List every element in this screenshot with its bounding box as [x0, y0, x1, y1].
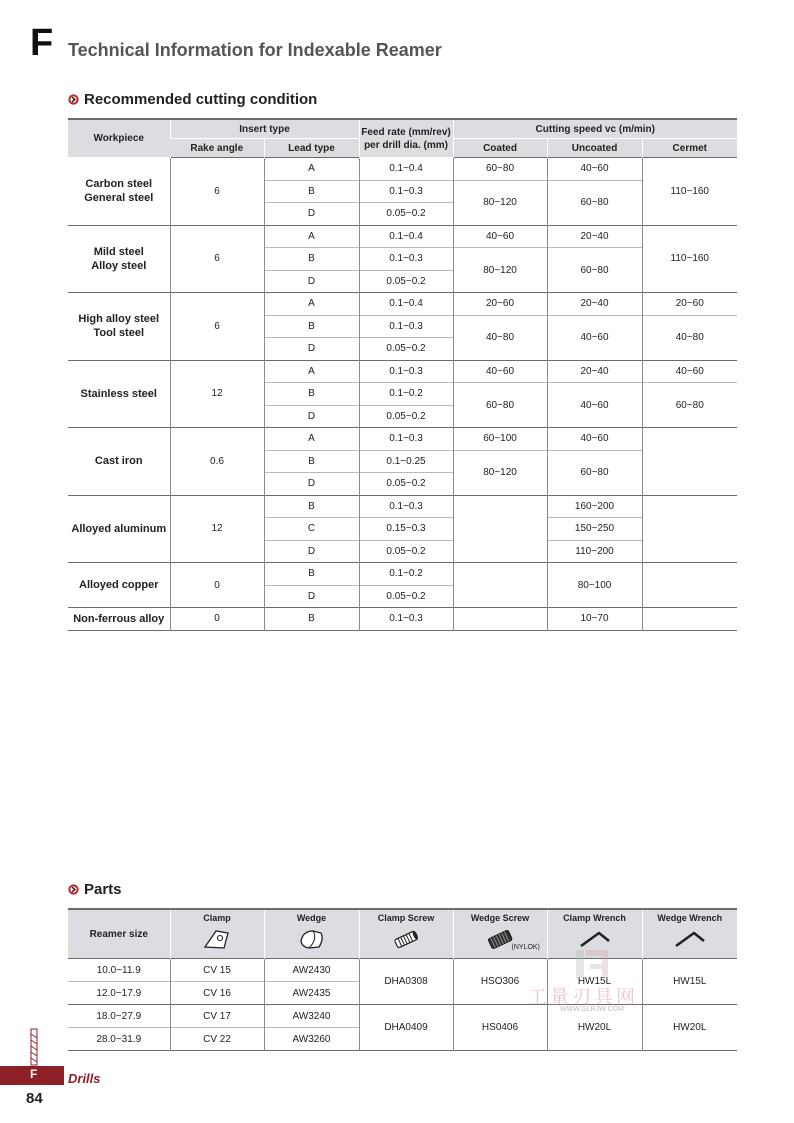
lead-type-cell: D	[264, 473, 359, 496]
cutting-section-title: Recommended cutting condition	[84, 91, 318, 108]
lead-type-cell: C	[264, 518, 359, 541]
parts-col-wedge-screw	[453, 909, 547, 959]
parts-col-wedge-label: Wedge	[296, 913, 327, 923]
rake-angle-cell: 6	[170, 225, 264, 293]
reamer-size-cell: 18.0~27.9	[68, 1005, 170, 1028]
workpiece-name-2: Alloy steel	[91, 259, 147, 272]
lead-type-cell: B	[264, 383, 359, 406]
parts-col-wedge-wrench-label: Wedge Wrench	[657, 913, 723, 923]
chapter-letter: F	[30, 22, 54, 64]
workpiece-name: Carbon steel	[85, 178, 153, 191]
parts-table	[68, 908, 737, 1051]
feed-rate-cell: 0.1~0.3	[359, 315, 453, 338]
col-workpiece: Workpiece	[68, 119, 170, 158]
uncoated-speed-cell: 80~100	[547, 563, 642, 608]
wedge-screw-cell: HSO306	[453, 959, 547, 1005]
feed-rate-cell: 0.05~0.2	[359, 270, 453, 293]
workpiece-name: Non-ferrous alloy	[73, 612, 165, 625]
wedge-cell: AW2435	[264, 982, 359, 1005]
feed-rate-cell: 0.1~0.4	[359, 225, 453, 248]
parts-col-clamp-screw	[359, 909, 453, 959]
table-row	[68, 225, 737, 248]
workpiece-cell	[68, 293, 170, 361]
workpiece-name: High alloy steel	[78, 313, 160, 326]
uncoated-speed-cell: 40~60	[547, 315, 642, 360]
lead-type-cell: A	[264, 428, 359, 451]
uncoated-speed-cell: 60~80	[547, 248, 642, 293]
cermet-speed-cell: 40~80	[642, 315, 737, 360]
page-title: Technical Information for Indexable Reamer	[68, 40, 442, 60]
clamp-cell: CV 22	[170, 1028, 264, 1051]
workpiece-cell	[68, 428, 170, 496]
cermet-speed-cell: 40~60	[642, 360, 737, 383]
cermet-speed-cell	[642, 428, 737, 496]
uncoated-speed-cell: 160~200	[547, 495, 642, 518]
uncoated-speed-cell: 20~40	[547, 360, 642, 383]
parts-section-title: Parts	[84, 881, 122, 898]
parts-col-clamp-screw-label: Clamp Screw	[377, 913, 435, 923]
lead-type-cell: B	[264, 495, 359, 518]
lead-type-cell: B	[264, 563, 359, 586]
coated-speed-cell	[453, 563, 547, 608]
hex-wrench-icon	[673, 927, 707, 951]
circle-arrow-icon	[68, 884, 79, 895]
feed-rate-cell: 0.1~0.4	[359, 158, 453, 181]
lead-type-cell: D	[264, 585, 359, 608]
feed-rate-cell: 0.15~0.3	[359, 518, 453, 541]
table-row	[68, 495, 737, 518]
col-rake-angle: Rake angle	[170, 139, 264, 158]
clamp-wrench-cell: HW15L	[547, 959, 642, 1005]
feed-rate-label-2: per drill dia. (mm)	[364, 139, 448, 151]
wedge-cell: AW2430	[264, 959, 359, 982]
lead-type-cell: D	[264, 405, 359, 428]
feed-rate-cell: 0.1~0.3	[359, 428, 453, 451]
table-row	[68, 608, 737, 631]
feed-rate-cell: 0.1~0.3	[359, 180, 453, 203]
workpiece-cell	[68, 225, 170, 293]
lead-type-cell: B	[264, 450, 359, 473]
feed-rate-cell: 0.1~0.2	[359, 563, 453, 586]
clamp-screw-cell: DHA0409	[359, 1005, 453, 1051]
workpiece-cell	[68, 360, 170, 428]
workpiece-name: Cast iron	[94, 455, 143, 468]
rake-angle-cell: 6	[170, 158, 264, 226]
workpiece-name: Stainless steel	[80, 387, 157, 400]
uncoated-speed-cell: 60~80	[547, 450, 642, 495]
wedge-wrench-cell: HW20L	[642, 1005, 737, 1051]
rake-angle-cell: 0	[170, 608, 264, 631]
reamer-size-cell: 12.0~17.9	[68, 982, 170, 1005]
feed-rate-cell: 0.05~0.2	[359, 338, 453, 361]
uncoated-speed-cell: 20~40	[547, 225, 642, 248]
lead-type-cell: D	[264, 540, 359, 563]
feed-rate-cell: 0.1~0.4	[359, 293, 453, 316]
clamp-cell: CV 17	[170, 1005, 264, 1028]
coated-speed-cell: 40~80	[453, 315, 547, 360]
lead-type-cell: A	[264, 293, 359, 316]
lead-type-cell: D	[264, 270, 359, 293]
cermet-speed-cell	[642, 563, 737, 608]
parts-col-clamp-label: Clamp	[203, 913, 231, 923]
lead-type-cell: D	[264, 338, 359, 361]
rake-angle-cell: 0	[170, 563, 264, 608]
wedge-screw-cell: HS0406	[453, 1005, 547, 1051]
feed-rate-cell: 0.1~0.3	[359, 360, 453, 383]
coated-speed-cell: 20~60	[453, 293, 547, 316]
workpiece-cell	[68, 158, 170, 226]
table-row	[68, 360, 737, 383]
wedge-icon	[297, 927, 327, 951]
coated-speed-cell: 40~60	[453, 360, 547, 383]
wedge-cell: AW3260	[264, 1028, 359, 1051]
feed-rate-label-1: Feed rate (mm/rev)	[361, 126, 451, 138]
circle-arrow-icon	[68, 94, 79, 105]
feed-rate-cell: 0.1~0.2	[359, 383, 453, 406]
feed-rate-cell: 0.1~0.25	[359, 450, 453, 473]
cutting-condition-table	[68, 118, 737, 631]
parts-col-clamp-wrench	[547, 909, 642, 959]
col-cermet: Cermet	[642, 139, 737, 158]
nylok-label: (NYLOK)	[511, 944, 540, 951]
feed-rate-cell: 0.05~0.2	[359, 540, 453, 563]
col-uncoated: Uncoated	[547, 139, 642, 158]
col-cutting-speed: Cutting speed vc (m/min)	[453, 119, 737, 139]
parts-col-clamp-wrench-label: Clamp Wrench	[563, 913, 626, 923]
coated-speed-cell	[453, 608, 547, 631]
workpiece-name-2: General steel	[84, 192, 154, 205]
parts-section-heading	[68, 881, 122, 898]
table-row	[68, 959, 737, 982]
lead-type-cell: B	[264, 180, 359, 203]
clamp-icon	[202, 927, 232, 951]
wedge-cell: AW3240	[264, 1005, 359, 1028]
rake-angle-cell: 12	[170, 360, 264, 428]
coated-speed-cell: 60~80	[453, 383, 547, 428]
reamer-size-cell: 10.0~11.9	[68, 959, 170, 982]
feed-rate-cell: 0.1~0.3	[359, 608, 453, 631]
parts-col-clamp	[170, 909, 264, 959]
cermet-speed-cell: 110~160	[642, 158, 737, 226]
lead-type-cell: D	[264, 203, 359, 226]
lead-type-cell: B	[264, 315, 359, 338]
reamer-size-cell: 28.0~31.9	[68, 1028, 170, 1051]
workpiece-cell	[68, 563, 170, 608]
workpiece-name: Alloyed copper	[79, 579, 159, 591]
workpiece-name: Alloyed aluminum	[71, 522, 167, 535]
lead-type-cell: B	[264, 608, 359, 631]
clamp-cell: CV 16	[170, 982, 264, 1005]
lead-type-cell: A	[264, 360, 359, 383]
feed-rate-cell: 0.1~0.3	[359, 495, 453, 518]
table-row	[68, 293, 737, 316]
parts-col-wedge-screw-label: Wedge Screw	[470, 913, 530, 923]
col-coated: Coated	[453, 139, 547, 158]
coated-speed-cell: 80~120	[453, 180, 547, 225]
workpiece-name: Mild steel	[93, 245, 144, 258]
col-insert-type: Insert type	[170, 119, 359, 139]
uncoated-speed-cell: 40~60	[547, 158, 642, 181]
lead-type-cell: B	[264, 248, 359, 271]
coated-speed-cell: 80~120	[453, 248, 547, 293]
table-row	[68, 428, 737, 451]
uncoated-speed-cell: 40~60	[547, 428, 642, 451]
lead-type-cell: A	[264, 225, 359, 248]
hex-wrench-icon	[578, 927, 612, 951]
watermark-text: 工量刃具网	[528, 987, 639, 1008]
uncoated-speed-cell: 40~60	[547, 383, 642, 428]
table-row	[68, 158, 737, 181]
col-feed-rate	[359, 119, 453, 158]
coated-speed-cell: 60~100	[453, 428, 547, 451]
feed-rate-cell: 0.05~0.2	[359, 203, 453, 226]
table-row	[68, 563, 737, 586]
cermet-speed-cell: 60~80	[642, 383, 737, 428]
rake-angle-cell: 6	[170, 293, 264, 361]
coated-speed-cell: 80~120	[453, 450, 547, 495]
rake-angle-cell: 12	[170, 495, 264, 563]
parts-col-wedge-wrench	[642, 909, 737, 959]
clamp-cell: CV 15	[170, 959, 264, 982]
feed-rate-cell: 0.05~0.2	[359, 405, 453, 428]
uncoated-speed-cell: 60~80	[547, 180, 642, 225]
parts-col-wedge	[264, 909, 359, 959]
uncoated-speed-cell: 110~200	[547, 540, 642, 563]
workpiece-name-2: Tool steel	[93, 327, 145, 340]
clamp-screw-cell: DHA0308	[359, 959, 453, 1005]
lead-type-cell: A	[264, 158, 359, 181]
watermark-url: WWW.GLRJW.COM	[560, 1006, 624, 1013]
cutting-section-heading	[68, 91, 317, 108]
uncoated-speed-cell: 10~70	[547, 608, 642, 631]
coated-speed-cell: 40~60	[453, 225, 547, 248]
workpiece-cell	[68, 495, 170, 563]
clamp-wrench-cell: HW20L	[547, 1005, 642, 1051]
feed-rate-cell: 0.1~0.3	[359, 248, 453, 271]
col-lead-type: Lead type	[264, 139, 359, 158]
drill-icon	[29, 1028, 39, 1066]
coated-speed-cell: 60~80	[453, 158, 547, 181]
page-number: 84	[26, 1090, 43, 1107]
cermet-speed-cell	[642, 608, 737, 631]
section-label: Drills	[68, 1071, 101, 1086]
coated-speed-cell	[453, 495, 547, 563]
feed-rate-cell: 0.05~0.2	[359, 585, 453, 608]
wedge-wrench-cell: HW15L	[642, 959, 737, 1005]
workpiece-cell	[68, 608, 170, 631]
cermet-speed-cell	[642, 495, 737, 563]
uncoated-speed-cell: 20~40	[547, 293, 642, 316]
parts-col-reamer-size: Reamer size	[68, 909, 170, 959]
threaded-screw-icon	[485, 927, 515, 951]
cermet-speed-cell: 110~160	[642, 225, 737, 293]
uncoated-speed-cell: 150~250	[547, 518, 642, 541]
rake-angle-cell: 0.6	[170, 428, 264, 496]
section-tab-letter: F	[30, 1067, 38, 1081]
feed-rate-cell: 0.05~0.2	[359, 473, 453, 496]
cermet-speed-cell: 20~60	[642, 293, 737, 316]
screw-icon	[391, 927, 421, 951]
